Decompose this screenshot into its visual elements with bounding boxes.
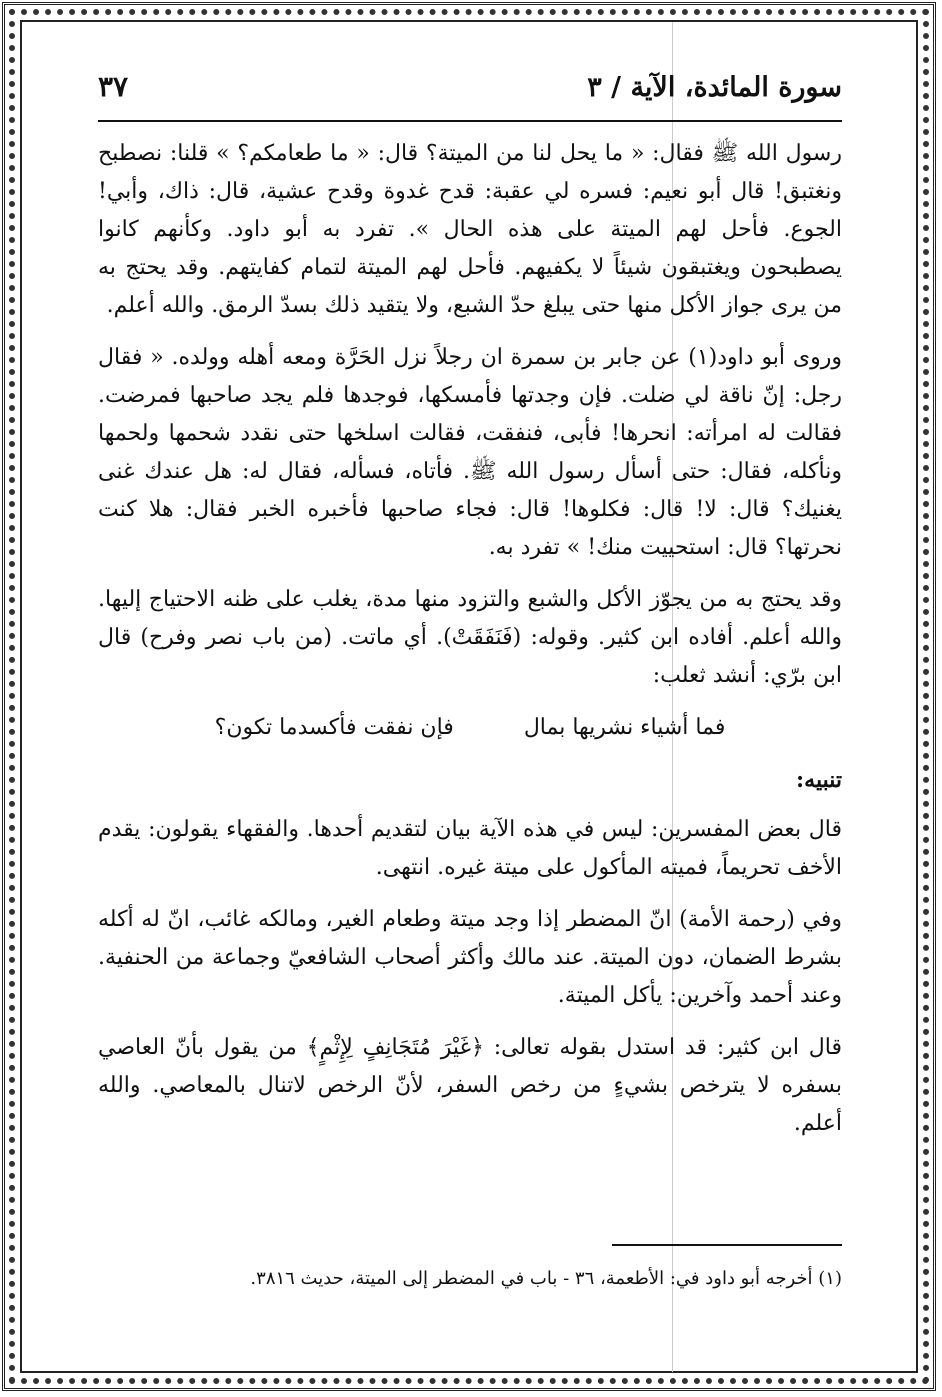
paragraph-2: وروى أبو داود(١) عن جابر بن سمرة ان رجلاً نزل الحَرَّة ومعه أهله وولده. « فقال رجل: إنّ ناقة لي ضلت. فإن وجدتها فأمسكها، فوجدها فلم يجد صاحبها فمرضت. فقالت له امرأته: انحرها! فأبى، فنفقت، فقالت اسلخها حتى نقدد شحمها ولحمها ونأكله، فقال: حتى أسأل رسول الله ﷺ. فأتاه، فسأله، فقال له: هل عندك غنى يغنيك؟ قال: لا! قال: فكلوها! قال: فجاء صاحبها فأخبره الخبر فقال: هلا كنت نحرتها؟ قال: استحييت منك! » تفرد به. — [98, 345, 842, 560]
main-text — [98, 135, 842, 1157]
page-number: ٣٧ — [98, 70, 129, 103]
verse-hemistich-second: فإن نفقت فأكسدما تكون؟ — [214, 715, 454, 740]
note-heading: تنبيه: — [796, 767, 842, 793]
paragraph-1: رسول الله ﷺ فقال: « ما يحل لنا من الميتة؟ قال: « ما طعامكم؟ » قلنا: نصطبح ونغتبق! قال أبو نعيم: فسره لي عقبة: قدح غدوة وقدح عشية، قال: ذاك، وأبي! الجوع. فأحل لهم الميتة على هذه الحال ». تفرد به أبو داود. وكأنهم كانوا يصطبحون ويغتبقون شيئاً لا يكفيهم. فأحل لهم الميتة لتمام كفايتهم. وقد يحتج به من يرى جواز الأكل منها حتى يبلغ حدّ الشبع، ولا يتقيد ذلك بسدّ الرمق. والله أعلم. — [98, 141, 842, 318]
paragraph-3: وقد يحتج به من يجوّز الأكل والشبع والتزود منها مدة، يغلب على ظنه الاحتياج إليها. والله أعلم. أفاده ابن كثير. وقوله: (فَنَفَقَتْ). أي ماتت. (من باب نصر وفرح) قال ابن برّي: أنشد ثعلب: — [98, 587, 842, 688]
header-rule — [98, 120, 842, 122]
paragraph-4: قال بعض المفسرين: ليس في هذه الآية بيان لتقديم أحدها. والفقهاء يقولون: يقدم الأخف تحريماً، فميته المأكول على ميتة غيره. انتهى. — [98, 817, 842, 880]
paragraph-5: وفي (رحمة الأمة) انّ المضطر إذا وجد ميتة وطعام الغير، ومالكه غائب، انّ له أكله بشرط الضمان، دون الميتة. عند مالك وأكثر أصحاب الشافعيّ وجماعة من الحنفية. وعند أحمد وآخرين: يأكل الميتة. — [98, 907, 842, 1008]
poetry-verse — [98, 709, 842, 747]
paragraph-6: قال ابن كثير: قد استدل بقوله تعالى: ﴿غَيْرَ مُتَجَانِفٍ لِإِثْمٍ﴾ من يقول بأنّ العاصي بسفره لا يترخص بشيءٍ من رخص السفر، لأنّ الرخص لاتنال بالمعاصي. والله أعلم. — [98, 1035, 842, 1136]
footnote: (١) أخرجه أبو داود في: الأطعمة، ٣٦ - باب في المضطر إلى الميتة، حديث ٣٨١٦. — [250, 1268, 842, 1289]
running-title: سورة المائدة، الآية / ٣ — [587, 72, 842, 103]
footnote-separator — [612, 1244, 842, 1246]
verse-hemistich-first: فما أشياء نشريها بمال — [523, 715, 726, 740]
page-header — [98, 66, 842, 112]
